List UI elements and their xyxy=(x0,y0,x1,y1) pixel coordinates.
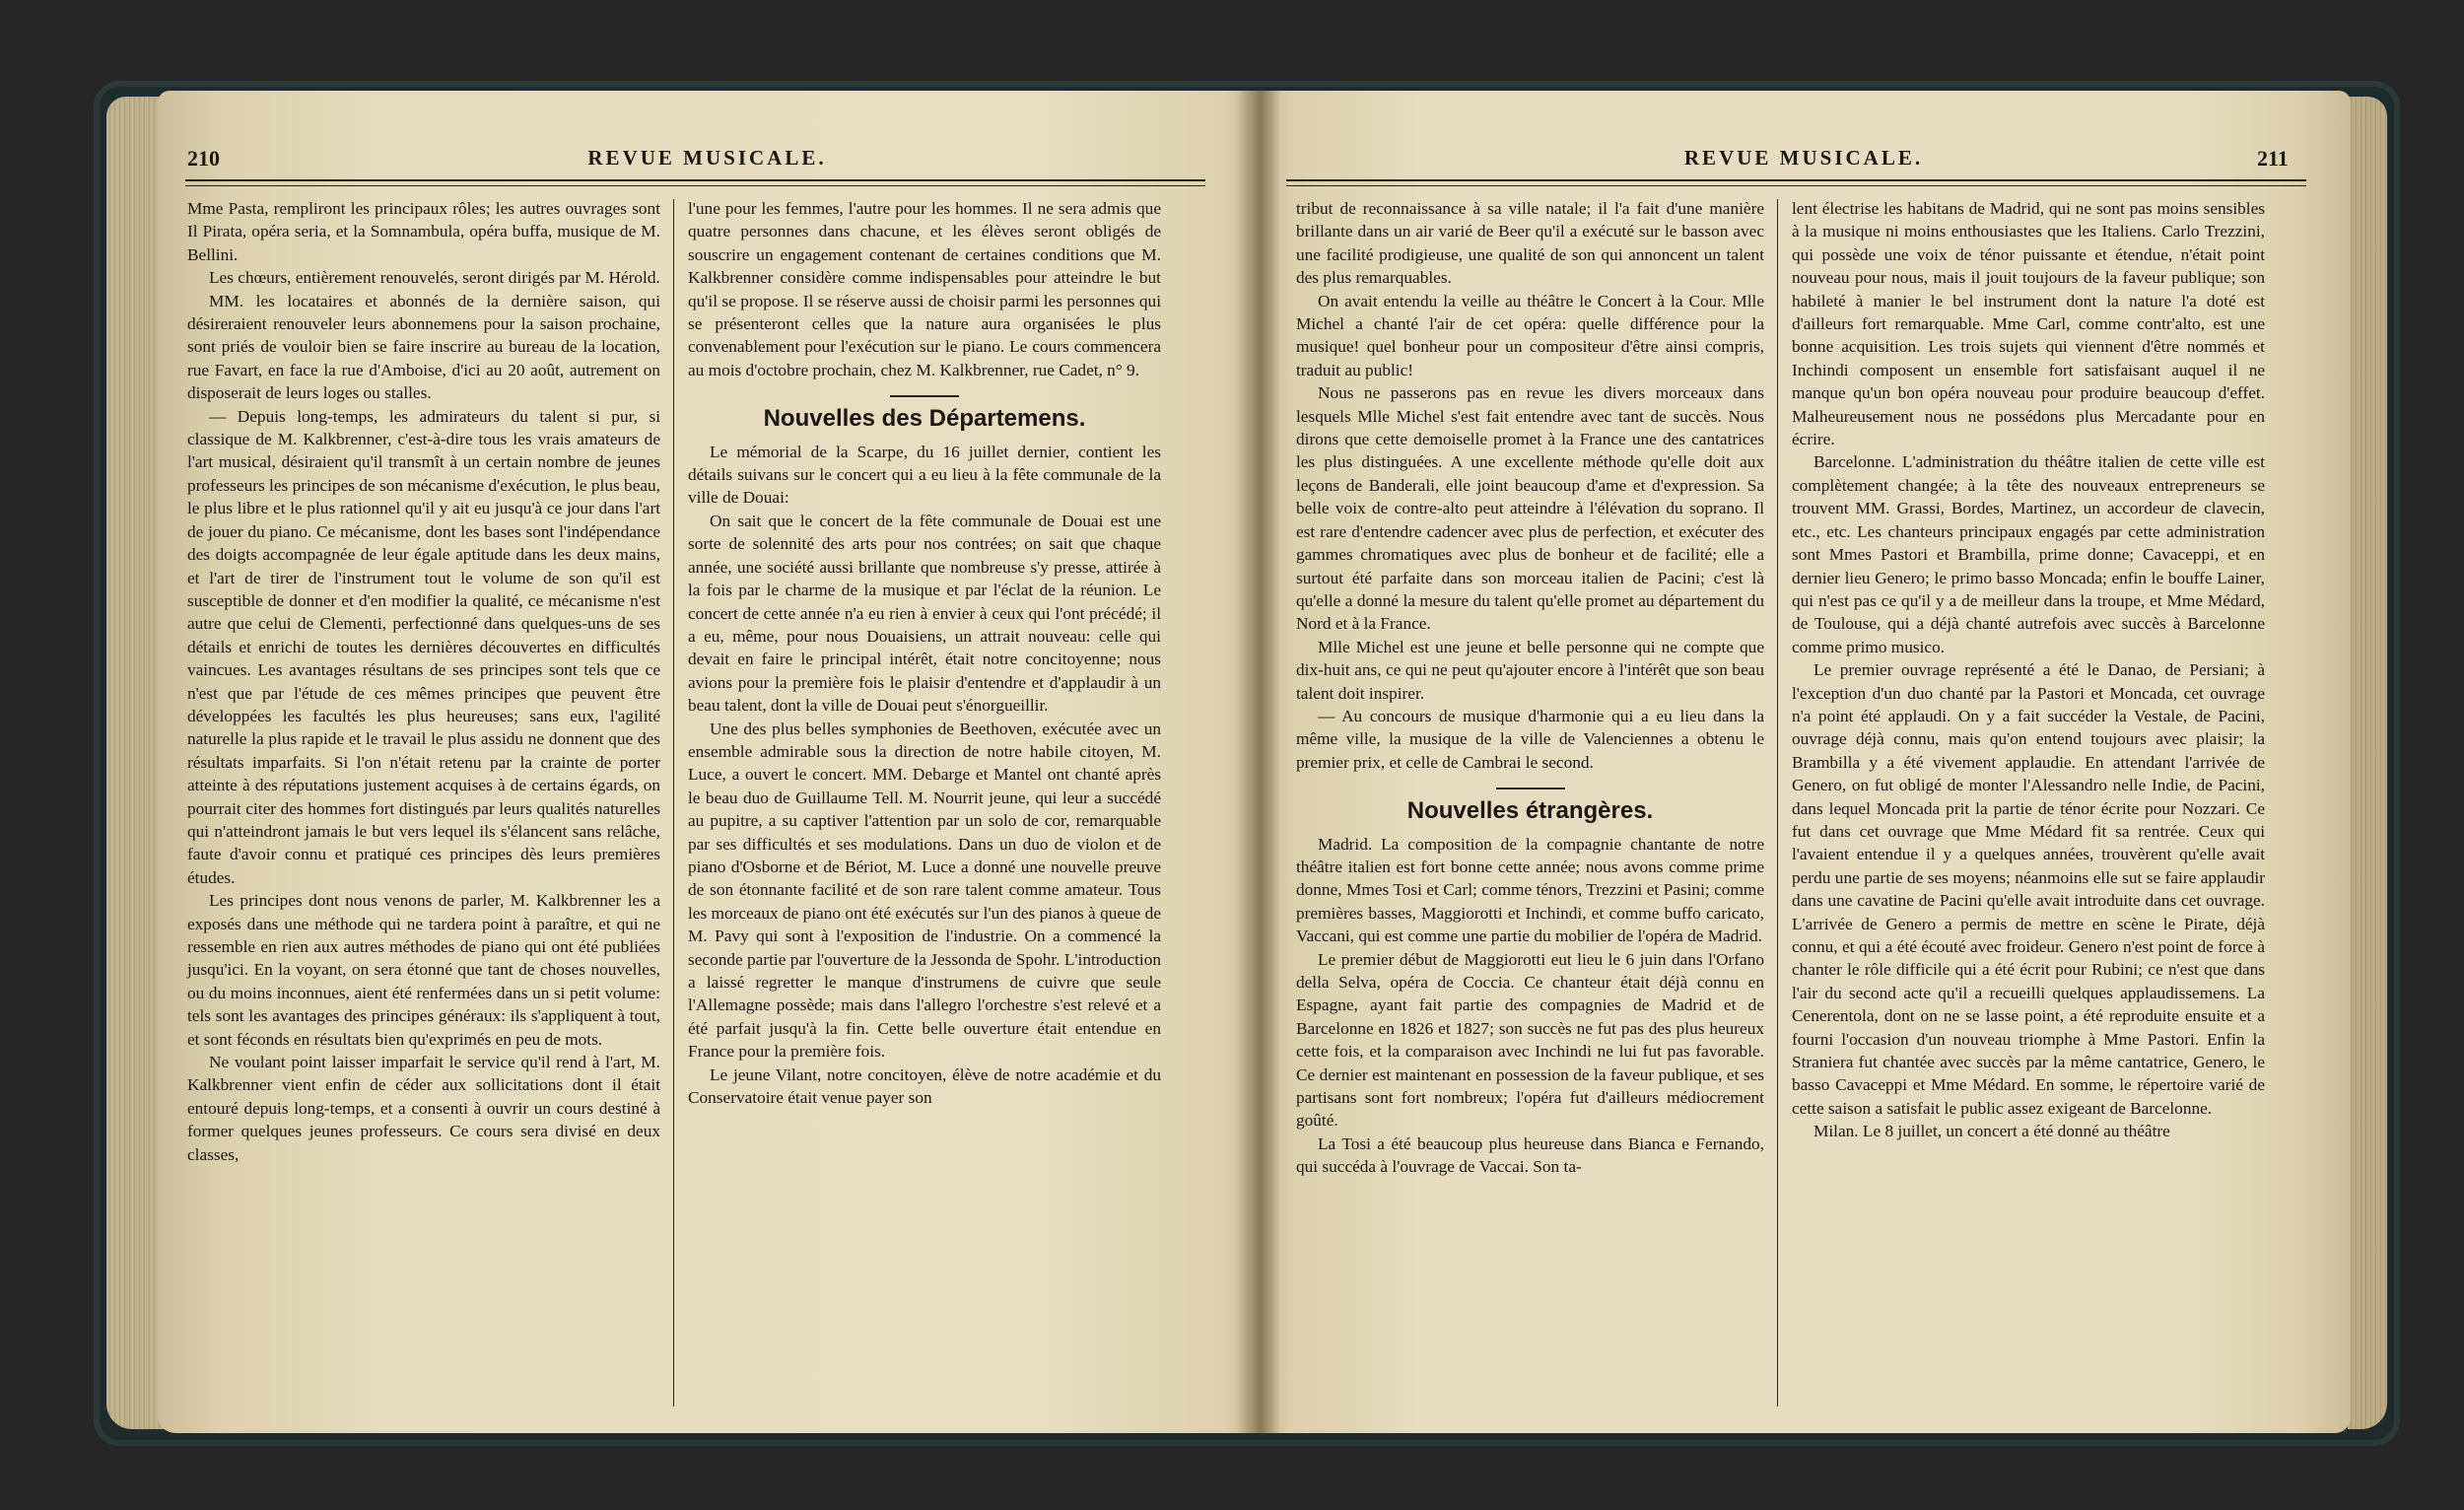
paragraph: MM. les locataires et abonnés de la dernière saison, qui désireraient renouveler leurs abonnemens pour la saison prochaine, sont priés de vouloir bien se faire inscrire au bureau de la location, rue Favart, en face la rue d'Amboise, d'ici au 20 août, autrement on disposerait de leurs loges ou stalles. xyxy=(187,291,660,403)
paragraph: Le jeune Vilant, notre concitoyen, élève de notre académie et du Conservatoire était venue payer son xyxy=(688,1064,1161,1108)
paragraph: Barcelonne. L'administration du théâtre italien de cette ville est complètement changée; à la tête des nouveaux entrepreneurs se trouvent MM. Grassi, Bordes, Martinez, un accordeur de clavecin, etc., etc. Les chanteurs principaux engagés par cette administration sont Mmes Pastori et Brambilla, prime donne; Cavaceppi, et en dernier lieu Genero; le primo basso Moncada; enfin le bouffe Lainer, qui n'est pas ce qu'il y a de meilleur dans la troupe, et Mme Médard, de Toulouse, qui a déjà chanté autrefois avec succès à Barcelonne comme primo musico. xyxy=(1792,452,2265,656)
section-title: Nouvelles étrangères. xyxy=(1406,797,1654,825)
paragraph: tribut de reconnaissance à sa ville natale; il l'a fait d'une manière brillante dans un air varié de Beer qu'il a exécuté sur le basson avec une facilité prodigieuse, une qualité de son qui annoncent un talent des plus remarquables. xyxy=(1296,199,1764,288)
paragraph: On sait que le concert de la fête communale de Douai est une sorte de solennité des arts pour nos contrées; on sait que chaque année, une société aussi brillante que nombreuse s'y presse, attirée à la fois par le charme de la musique et par l'éclat de la réunion. Le concert de cette année n'a eu rien à envier à ceux qui l'ont précédé; il a eu, même, pour nous Douaisiens, un attrait nouveau: celle qui devait en faire le principal intérêt, était notre concitoyenne; nous avions pour la première fois le plaisir d'entendre et d'applaudir à un beau talent, dont la ville de Douai peut s'énorgueillir. xyxy=(688,511,1161,716)
paragraph: Les chœurs, entièrement renouvelés, seront dirigés par M. Hérold. xyxy=(209,268,660,288)
paragraph: Madrid. La composition de la compagnie chantante de notre théâtre italien est fort bonne cette année; nous avons comme prime donne, Mmes Tosi et Carl; comme ténors, Trezzini et Pasini; comme premières basses, Maggiorotti et Inchindi, et comme buffo caricato, Vaccani, qui est comme une partie du mobilier de l'opéra de Madrid. xyxy=(1296,834,1764,946)
paragraph: lent électrise les habitans de Madrid, qui ne sont pas moins sensibles à la musique ni moins enthousiastes que les Italiens. Carlo Trezzini, qui possède une voix de ténor puissante et étendue, n'était point nouveau pour nous, mais il jouit toujours de la faveur publique; son habileté à manier le bel instrument dont la nature l'a doté est d'ailleurs fort remarquable. Mme Carl, comme contr'alto, est une bonne acquisition. Les trois sujets qui viennent d'être nommés et Inchindi composent un ensemble fort satisfaisant auquel il ne manque qu'un bon opéra nouveau pour produire beaucoup d'effet. Malheureusement nous ne possédons plus Mercadante pour en écrire. xyxy=(1792,199,2265,449)
paragraph: Ne voulant point laisser imparfait le service qu'il rend à l'art, M. Kalkbrenner vient enfin de céder aux sollicitations dont il était entouré depuis long-temps, et a consenti à ouvrir un cours destiné à former quelques jeunes professeurs. Ce cours sera divisé en deux classes, xyxy=(187,1053,660,1164)
page-number: 210 xyxy=(187,146,220,171)
column-rule xyxy=(673,199,674,1407)
header-rule xyxy=(185,179,1205,186)
paragraph: Les principes dont nous venons de parler, M. Kalkbrenner les a exposés dans une méthode qui ne tardera point à paraître, et qui ne ressemble en rien aux autres méthodes de piano qui ont été publiées jusqu'ici. En la voyant, on sera étonné que tant de choses nouvelles, ou du moins inconnues, aient été renfermées dans un si petit volume: tels sont les avantages des principes généraux: ils s'appliquent à tout, et sont féconds en résultats bien qu'exprimés en peu de mots. xyxy=(187,891,660,1049)
paragraph: — Depuis long-temps, les admirateurs du talent si pur, si classique de M. Kalkbrenner, c'est-à-dire tous les vrais amateurs de l'art musical, désiraient qu'il transmît à un certain nombre de jeunes professeurs les principes de son mécanisme d'exécution, le plus beau, le plus libre et le plus rationnel qu'il y ait eu jusqu'à ce jour dans l'art de jouer du piano. Ce mécanisme, dont les bases sont l'indépendance des doigts accompagnée de leur égale aptitude dans les deux mains, et l'art de tirer de l'instrument tout le volume de son qu'il est susceptible de donner et d'en modifier la qualité, ce mécanisme n'est autre que celui de Clementi, perfectionné dans quelques-uns de ses détails et enrichi de toutes les dernières découvertes en difficultés vaincues. Les avantages résultans de ses principes sont tels que ce n'est que par l'étude de ces mêmes principes que peuvent être développées les facultés les plus heureuses; sans eux, l'agilité naturelle la plus rapide et le travail le plus assidu ne donnent que des résultats imparfaits. Si l'on n'était retenu par la crainte de porter atteinte à des réputations justement acquises à de certains égards, on pourrait citer des hommes fort distingués par leurs qualités naturelles qui n'atteindront jamais le but vers lequel ils s'élancent sans relâche, faute d'avoir connu et pratiqué ces principes dès leurs premières études. xyxy=(187,406,660,887)
paragraph: Nous ne passerons pas en revue les divers morceaux dans lesquels Mlle Michel s'est fait entendre avec tant de succès. Nous dirons que cette demoiselle promet à la France une des cantatrices les plus distinguées. A une excellente méthode qu'elle doit aux leçons de Banderali, elle joint beaucoup d'ame et d'expression. Sa belle voix de contre-alto peut atteindre à l'élévation du soprano. Il est rare d'entendre cadencer avec plus de perfection, et exécuter des gammes chromatiques avec plus de bonheur et de facilité; elle a surtout été parfaite dans son morceau italien de Pacini; c'est là qu'elle a donné la mesure du talent qu'elle promet au département du Nord et à la France. xyxy=(1296,383,1764,634)
right-column-2 xyxy=(1792,197,2265,1143)
paragraph: Le premier début de Maggiorotti eut lieu le 6 juin dans l'Orfano della Selva, opéra de Coccia. Ce chanteur était déjà connu en Espagne, ayant fait partie des compagnies de Madrid et de Barcelonne en 1826 et 1827; son succès ne fut pas des plus heureux cette fois, et la comparaison avec Inchindi ne lui fut pas favorable. Ce dernier est maintenant en possession de la faveur publique, et ses partisans sont fort nombreux; l'opéra fut d'ailleurs médiocrement goûté. xyxy=(1296,949,1764,1131)
paragraph: Milan. Le 8 juillet, un concert a été donné au théâtre xyxy=(1814,1122,2170,1141)
left-page xyxy=(158,91,1257,1433)
section-title: Nouvelles des Départemens. xyxy=(763,405,1086,433)
paragraph: Mme Pasta, rempliront les principaux rôles; les autres ouvrages sont Il Pirata, opéra seria, et la Somnambula, opéra buffa, musique de M. Bellini. xyxy=(187,199,660,264)
paragraph: La Tosi a été beaucoup plus heureuse dans Bianca e Fernando, qui succéda à l'ouvrage de Vaccai. Son ta- xyxy=(1296,1133,1764,1177)
running-head: REVUE MUSICALE. xyxy=(1683,146,1924,170)
paragraph: Le mémorial de la Scarpe, du 16 juillet dernier, contient les détails suivans sur le concert qui a eu lieu à la fête communale de la ville de Douai: xyxy=(688,442,1161,508)
paragraph: — Au concours de musique d'harmonie qui a eu lieu dans la même ville, la musique de la ville de Valenciennes a obtenu le premier prix, et celle de Cambrai le second. xyxy=(1296,706,1764,772)
left-column-2 xyxy=(688,197,1161,1109)
section-rule xyxy=(890,395,959,397)
right-column-1 xyxy=(1296,197,1764,1179)
paragraph: Une des plus belles symphonies de Beethoven, exécutée avec un ensemble admirable sous la direction de notre habile citoyen, M. Luce, a ouvert le concert. MM. Debarge et Mantel ont chanté après le beau duo de Guillaume Tell. M. Nourrit jeune, qui leur a succédé au pupitre, a su captiver l'attention par un solo de cor, remarquable par ses difficultés et ses modulations. Dans un duo de violon et de piano d'Osborne et de Bériot, M. Luce a donné une nouvelle preuve de son étonnante facilité et de son rare talent comme amateur. Tous les morceaux de piano ont été exécutés sur l'un des pianos à queue de M. Pavy qui sont à l'exposition de l'industrie. On a commencé la seconde partie par l'ouverture de la Jessonda de Spohr. L'introduction a laissé regretter le manque d'instrumens de cuivre que seule l'Allemagne possède; mais dans l'allegro l'orchestre s'est relevé et a été parfait jusqu'à la fin. Cette belle ouverture était entendue en France pour la première fois. xyxy=(688,719,1161,1062)
left-column-1 xyxy=(187,197,660,1166)
paragraph: l'une pour les femmes, l'autre pour les hommes. Il ne sera admis que quatre personnes dans chacune, et les élèves seront obligés de souscrire un engagement contenant de certaines conditions que M. Kalkbrenner considère comme indispensables pour atteindre le but qu'il se propose. Il se réserve aussi de choisir parmi les personnes qui se présenteront celles que la nature aura organisées le plus convenablement pour l'exécution sur le piano. Le cours commencera au mois d'octobre prochain, chez M. Kalkbrenner, rue Cadet, n° 9. xyxy=(688,199,1161,379)
book-gutter xyxy=(1237,91,1280,1433)
right-page-edges xyxy=(2348,97,2387,1429)
paragraph: Mlle Michel est une jeune et belle personne qui ne compte que dix-huit ans, ce qui ne peut qu'ajouter encore à l'intérêt que son beau talent doit inspirer. xyxy=(1296,637,1764,703)
running-head: REVUE MUSICALE. xyxy=(587,146,827,170)
right-page xyxy=(1257,91,2351,1433)
paragraph: Le premier ouvrage représenté a été le Danao, de Persiani; à l'exception d'un duo chanté par la Pastori et Moncada, cet ouvrage n'a point été applaudi. On y a fait succéder la Vestale, de Pacini, ouvrage déjà connu, mais qu'on entend toujours avec plaisir; la Brambilla y a été vivement applaudie. En attendant l'arrivée de Genero, on fut obligé de monter l'Alessandro nelle Indie, de Pacini, dans lequel Moncada prit la partie de ténor écrite pour Nozzari. Ce fut dans cet ouvrage que Mme Médard fit sa rentrée. Ceux qui l'avaient entendue il y a quelques années, trouvèrent qu'elle avait perdu une partie de ses moyens; néanmoins elle sut se faire applaudir dans une cavatine de Pacini qu'elle avait introduite dans cet ouvrage. L'arrivée de Genero a permis de mettre en scène le Pirate, déjà connu, et qui a été écouté avec froideur. Genero n'est point de force à chanter le rôle difficile qui a été écrit pour Rubini; ce n'est que dans l'air du second acte qu'il a recueilli quelques applaudissemens. La Cenerentola, dont on ne se lasse point, a été reproduite ensuite et a fourni l'occasion d'un nouveau triomphe à Mme Pastori. Enfin la Straniera fut chantée avec succès par la même cantatrice, Genero, le basso Cavaceppi et Mme Médard. En somme, le répertoire varié de cette saison a satisfait le public assez exigeant de Barcelonne. xyxy=(1792,660,2265,1118)
left-page-edges xyxy=(106,97,166,1429)
page-number: 211 xyxy=(2257,146,2289,171)
section-rule xyxy=(1496,788,1565,789)
column-rule xyxy=(1777,199,1778,1407)
header-rule xyxy=(1286,179,2306,186)
paragraph: On avait entendu la veille au théâtre le Concert à la Cour. Mlle Michel a chanté l'air de cet opéra: quelle différence pour la musique! quel bonheur pour un compositeur d'être ainsi compris, traduit au public! xyxy=(1296,291,1764,379)
